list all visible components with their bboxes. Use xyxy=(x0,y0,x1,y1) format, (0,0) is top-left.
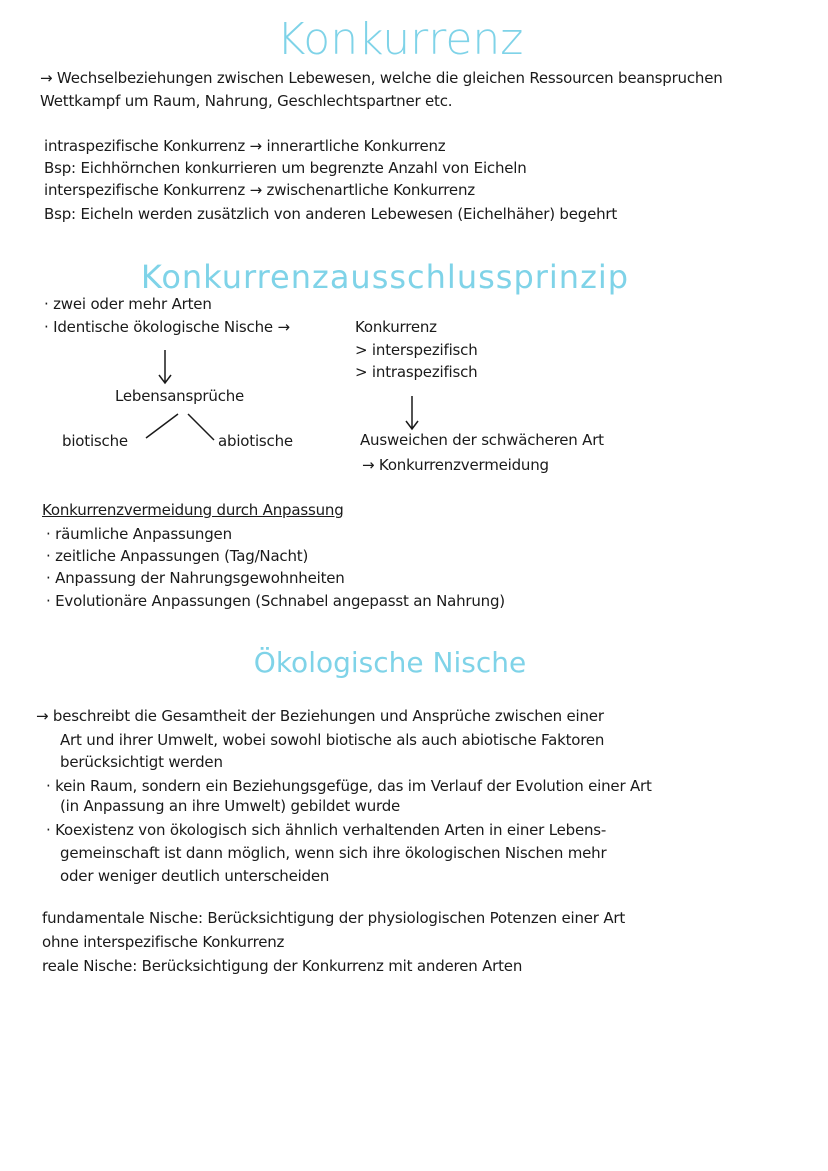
lebensansprueche-label: Lebensansprüche xyxy=(115,387,245,405)
branch-line xyxy=(146,414,178,438)
ausweichen-label: Ausweichen der schwächeren Art xyxy=(360,431,604,449)
nische-line: Art und ihrer Umwelt, wobei sowohl biotische als auch abiotische Faktoren xyxy=(60,731,605,749)
nische-line: oder weniger deutlich unterscheiden xyxy=(60,867,330,885)
nische-line: (in Anpassung an ihre Umwelt) gebildet wurde xyxy=(60,797,401,815)
type-line: interspezifische Konkurrenz → zwischenartliche Konkurrenz xyxy=(44,181,475,199)
intro-line: Wettkampf um Raum, Nahrung, Geschlechtspartner etc. xyxy=(40,92,453,110)
branch-line xyxy=(188,414,214,440)
definition-line: fundamentale Nische: Berücksichtigung der physiologischen Potenzen einer Art xyxy=(42,909,626,927)
abiotische-label: abiotische xyxy=(218,432,293,450)
type-line: Bsp: Eichhörnchen konkurrieren um begrenzte Anzahl von Eicheln xyxy=(44,159,527,177)
anpassung-item: · Evolutionäre Anpassungen (Schnabel angepasst an Nahrung) xyxy=(46,592,505,610)
anpassung-item: · räumliche Anpassungen xyxy=(46,525,232,543)
section-heading-ausschlussprinzip: Konkurrenzausschlussprinzip xyxy=(140,258,630,296)
arrow-down-icon xyxy=(159,350,171,383)
anpassung-heading: Konkurrenzvermeidung durch Anpassung xyxy=(42,501,344,519)
bullet: · Identische ökologische Nische → xyxy=(44,318,290,336)
konkurrenz-label: Konkurrenz xyxy=(355,318,437,336)
type-line: Bsp: Eicheln werden zusätzlich von anderen Lebewesen (Eichelhäher) begehrt xyxy=(44,205,618,223)
anpassung-item: · Anpassung der Nahrungsgewohnheiten xyxy=(46,569,345,587)
nische-line: gemeinschaft ist dann möglich, wenn sich ihre ökologischen Nischen mehr xyxy=(60,844,607,862)
definition-line: ohne interspezifische Konkurrenz xyxy=(42,933,285,951)
kind-label: > interspezifisch xyxy=(355,341,478,359)
bullet: · zwei oder mehr Arten xyxy=(44,295,212,313)
type-line: intraspezifische Konkurrenz → innerartliche Konkurrenz xyxy=(44,137,446,155)
definition-line: reale Nische: Berücksichtigung der Konkurrenz mit anderen Arten xyxy=(42,957,523,975)
intro-line: → Wechselbeziehungen zwischen Lebewesen, welche die gleichen Ressourcen beanspruchen xyxy=(40,69,723,87)
anpassung-item: · zeitliche Anpassungen (Tag/Nacht) xyxy=(46,547,309,565)
nische-line: → beschreibt die Gesamtheit der Beziehungen und Ansprüche zwischen einer xyxy=(36,707,604,725)
page-title: Konkurrenz xyxy=(276,14,524,65)
section-heading-nische: Ökologische Nische xyxy=(253,646,527,679)
nische-line: · Koexistenz von ökologisch sich ähnlich verhaltenden Arten in einer Lebens- xyxy=(46,821,607,839)
nische-line: · kein Raum, sondern ein Beziehungsgefüge, das im Verlauf der Evolution einer Art xyxy=(46,777,652,795)
vermeidung-label: → Konkurrenzvermeidung xyxy=(362,456,549,474)
nische-line: berücksichtigt werden xyxy=(60,753,223,771)
biotische-label: biotische xyxy=(62,432,128,450)
arrow-down-icon xyxy=(406,396,418,429)
kind-label: > intraspezifisch xyxy=(355,363,478,381)
